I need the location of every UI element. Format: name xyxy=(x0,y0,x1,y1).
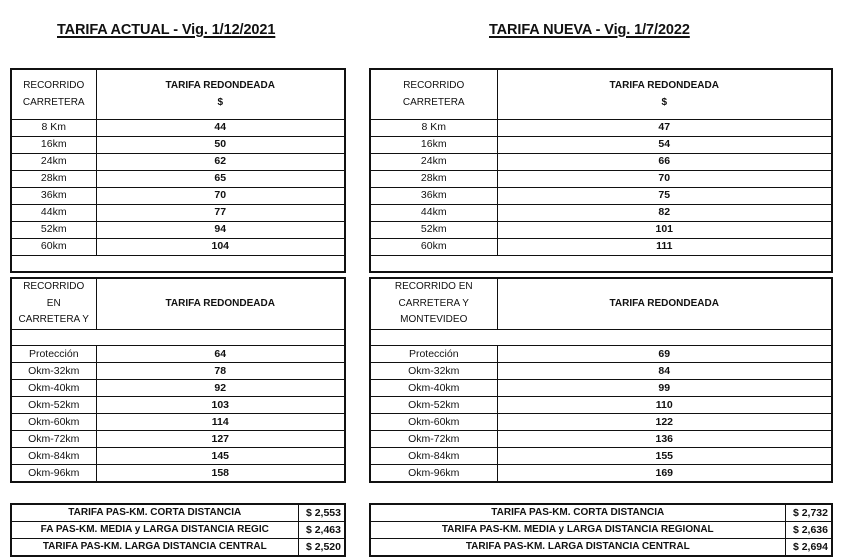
table-header-row xyxy=(370,278,832,329)
header-route-line: EN xyxy=(46,297,61,309)
route-distance-cell: 60km xyxy=(370,238,497,255)
header-fare-cell xyxy=(497,69,832,119)
route-distance-cell: Okm-60km xyxy=(370,414,497,431)
fare-value-cell: 70 xyxy=(96,187,345,204)
table-row xyxy=(11,119,345,136)
fare-value-cell: 66 xyxy=(497,153,832,170)
route-distance-cell: 16km xyxy=(11,136,96,153)
table-row xyxy=(11,136,345,153)
fare-value-cell: 169 xyxy=(497,465,832,483)
header-fare-line: TARIFA REDONDEADA xyxy=(165,80,275,92)
route-distance-cell: 28km xyxy=(370,170,497,187)
table-row xyxy=(370,170,832,187)
route-distance-cell: 24km xyxy=(11,153,96,170)
fare-value-cell: 155 xyxy=(497,448,832,465)
empty-row xyxy=(11,255,345,272)
header-fare-line: $ xyxy=(217,97,224,109)
fare-value-cell: 114 xyxy=(96,414,345,431)
route-distance-cell: 36km xyxy=(11,187,96,204)
header-route-line: CARRETERA xyxy=(22,97,85,109)
table-row xyxy=(370,153,832,170)
table-row xyxy=(370,238,832,255)
fare-value-cell: 78 xyxy=(96,363,345,380)
fare-value-cell: 70 xyxy=(497,170,832,187)
route-distance-cell: Okm-84km xyxy=(11,448,96,465)
table-row xyxy=(370,221,832,238)
table-row xyxy=(370,187,832,204)
table-row xyxy=(370,119,832,136)
fare-value-cell: 104 xyxy=(96,238,345,255)
fare-value-cell: 44 xyxy=(96,119,345,136)
table-row xyxy=(370,363,832,380)
table-row xyxy=(11,397,345,414)
table-header-row xyxy=(370,69,832,119)
header-route-line: RECORRIDO EN xyxy=(394,281,473,292)
route-distance-cell: Okm-32km xyxy=(11,363,96,380)
table-row xyxy=(11,238,345,255)
fare-value-cell: 94 xyxy=(96,221,345,238)
totals-row xyxy=(11,504,345,522)
header-fare-cell xyxy=(497,278,832,329)
empty-row xyxy=(370,255,832,272)
totals-value: $ 2,553 xyxy=(298,504,345,522)
totals-label: TARIFA PAS-KM. LARGA DISTANCIA CENTRAL xyxy=(370,539,785,557)
totals-label: TARIFA PAS-KM. MEDIA y LARGA DISTANCIA REGIONAL xyxy=(370,522,785,539)
totals-row xyxy=(11,539,345,557)
fare-value-cell: 62 xyxy=(96,153,345,170)
totals-value: $ 2,520 xyxy=(298,539,345,557)
totals-label: FA PAS-KM. MEDIA y LARGA DISTANCIA REGIC xyxy=(11,522,298,539)
route-distance-cell: Protección xyxy=(370,346,497,363)
fare-value-cell: 54 xyxy=(497,136,832,153)
table-row xyxy=(11,170,345,187)
fare-value-cell: 103 xyxy=(96,397,345,414)
table-row xyxy=(370,448,832,465)
route-distance-cell: Okm-52km xyxy=(370,397,497,414)
route-distance-cell: 16km xyxy=(370,136,497,153)
empty-cell xyxy=(11,329,345,346)
header-fare-cell xyxy=(96,69,345,119)
route-distance-cell: 44km xyxy=(370,204,497,221)
tarifa-actual-title: TARIFA ACTUAL - Vig. 1/12/2021 xyxy=(57,22,276,38)
fare-value-cell: 47 xyxy=(497,119,832,136)
header-fare-line: TARIFA REDONDEADA xyxy=(609,297,719,309)
header-fare-cell xyxy=(96,278,345,329)
actual-route-table-carretera xyxy=(10,68,346,273)
totals-row xyxy=(11,522,345,539)
route-distance-cell: Okm-96km xyxy=(370,465,497,483)
fare-value-cell: 101 xyxy=(497,221,832,238)
tarifa-nueva-title: TARIFA NUEVA - Vig. 1/7/2022 xyxy=(489,22,690,38)
totals-value: $ 2,463 xyxy=(298,522,345,539)
fare-value-cell: 145 xyxy=(96,448,345,465)
route-distance-cell: Okm-52km xyxy=(11,397,96,414)
empty-cell xyxy=(370,329,832,346)
nueva-route-table-extended xyxy=(369,277,833,483)
table-header-row xyxy=(11,69,345,119)
header-route-line: MONTEVIDEO xyxy=(400,314,468,325)
fare-value-cell: 122 xyxy=(497,414,832,431)
route-distance-cell: Okm-72km xyxy=(370,431,497,448)
route-distance-cell: Okm-60km xyxy=(11,414,96,431)
table-row xyxy=(11,380,345,397)
empty-row xyxy=(370,329,832,346)
fare-value-cell: 77 xyxy=(96,204,345,221)
table-row xyxy=(11,221,345,238)
header-fare-line: $ xyxy=(661,97,668,109)
table-row xyxy=(11,346,345,363)
table-row xyxy=(370,346,832,363)
route-distance-cell: 60km xyxy=(11,238,96,255)
route-distance-cell: Okm-32km xyxy=(370,363,497,380)
table-row xyxy=(11,431,345,448)
route-distance-cell: 36km xyxy=(370,187,497,204)
fare-value-cell: 84 xyxy=(497,363,832,380)
totals-value: $ 2,694 xyxy=(785,539,832,557)
fare-value-cell: 65 xyxy=(96,170,345,187)
table-row xyxy=(11,153,345,170)
header-fare-line: TARIFA REDONDEADA xyxy=(609,80,719,92)
header-route-line: CARRETERA Y xyxy=(18,314,89,325)
header-route-cell xyxy=(370,69,497,119)
table-row xyxy=(370,431,832,448)
header-route-line: RECORRIDO xyxy=(403,80,465,92)
totals-label: TARIFA PAS-KM. CORTA DISTANCIA xyxy=(11,504,298,522)
header-fare-line: TARIFA REDONDEADA xyxy=(165,297,275,309)
fare-value-cell: 64 xyxy=(96,346,345,363)
fare-value-cell: 111 xyxy=(497,238,832,255)
empty-cell xyxy=(370,255,832,272)
header-route-line: RECORRIDO xyxy=(23,80,85,92)
fare-value-cell: 69 xyxy=(497,346,832,363)
actual-totals-table xyxy=(10,503,346,557)
table-row xyxy=(370,397,832,414)
route-distance-cell: 52km xyxy=(11,221,96,238)
totals-row xyxy=(370,504,832,522)
table-row xyxy=(11,204,345,221)
table-row xyxy=(370,380,832,397)
table-row xyxy=(11,187,345,204)
totals-row xyxy=(370,539,832,557)
route-distance-cell: Okm-72km xyxy=(11,431,96,448)
route-distance-cell: Okm-40km xyxy=(370,380,497,397)
route-distance-cell: 8 Km xyxy=(370,119,497,136)
fare-value-cell: 99 xyxy=(497,380,832,397)
empty-row xyxy=(11,329,345,346)
fare-value-cell: 127 xyxy=(96,431,345,448)
header-route-line: CARRETERA Y xyxy=(398,297,469,309)
route-distance-cell: Okm-84km xyxy=(370,448,497,465)
header-route-cell xyxy=(11,278,96,329)
fare-value-cell: 92 xyxy=(96,380,345,397)
route-distance-cell: 24km xyxy=(370,153,497,170)
route-distance-cell: 44km xyxy=(11,204,96,221)
totals-row xyxy=(370,522,832,539)
table-row xyxy=(370,465,832,483)
totals-value: $ 2,636 xyxy=(785,522,832,539)
totals-label: TARIFA PAS-KM. LARGA DISTANCIA CENTRAL xyxy=(11,539,298,557)
route-distance-cell: Okm-96km xyxy=(11,465,96,483)
table-header-row xyxy=(11,278,345,329)
route-distance-cell: Protección xyxy=(11,346,96,363)
route-distance-cell: 52km xyxy=(370,221,497,238)
fare-value-cell: 82 xyxy=(497,204,832,221)
table-row xyxy=(370,414,832,431)
fare-value-cell: 75 xyxy=(497,187,832,204)
route-distance-cell: 8 Km xyxy=(11,119,96,136)
fare-value-cell: 110 xyxy=(497,397,832,414)
table-row xyxy=(11,448,345,465)
actual-route-table-extended xyxy=(10,277,346,483)
nueva-route-table-carretera xyxy=(369,68,833,273)
totals-label: TARIFA PAS-KM. CORTA DISTANCIA xyxy=(370,504,785,522)
fare-value-cell: 158 xyxy=(96,465,345,483)
table-row xyxy=(11,414,345,431)
totals-value: $ 2,732 xyxy=(785,504,832,522)
table-row xyxy=(370,204,832,221)
route-distance-cell: 28km xyxy=(11,170,96,187)
header-route-line: RECORRIDO xyxy=(23,281,85,292)
fare-value-cell: 50 xyxy=(96,136,345,153)
empty-cell xyxy=(11,255,345,272)
table-row xyxy=(11,363,345,380)
header-route-cell xyxy=(370,278,497,329)
table-row xyxy=(370,136,832,153)
header-route-cell xyxy=(11,69,96,119)
table-row xyxy=(11,465,345,483)
header-route-line: CARRETERA xyxy=(402,97,465,109)
fare-value-cell: 136 xyxy=(497,431,832,448)
route-distance-cell: Okm-40km xyxy=(11,380,96,397)
nueva-totals-table xyxy=(369,503,833,557)
